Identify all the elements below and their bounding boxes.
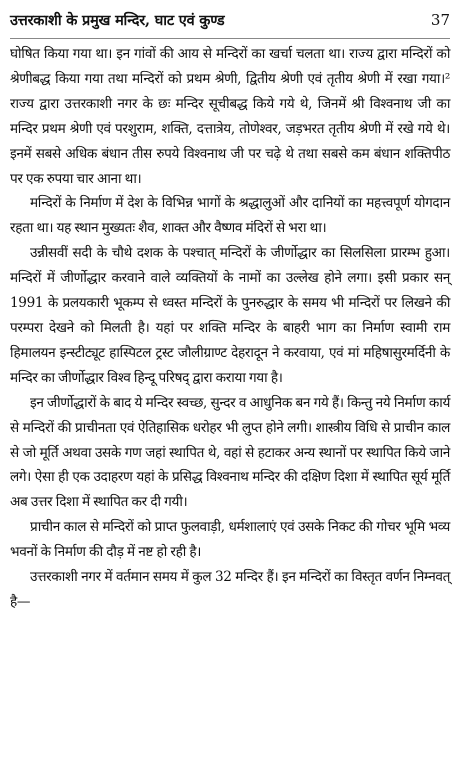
paragraph-6: उत्तरकाशी नगर में वर्तमान समय में कुल 32 मन्दिर हैं। इन मन्दिरों का विस्तृत वर्णन निम्नवत् है—: [10, 569, 450, 610]
paragraph-3: उन्नीसवीं सदी के चौथे दशक के पश्चात् मन्दिरों के जीर्णोद्धार का सिलसिला प्रारम्भ हुआ। मन्दिरों में जीर्णोद्धार करवाने वाले व्यक्तियों के नामों का उल्लेख होने लगा। इसी प्रकार सन् 1991 के प्रलयकारी भूकम्प से ध्वस्त मन्दिरों के पुनरुद्धार के समय भी मन्दिरों पर लिखने की परम्परा देखने को मिलती है। यहां पर शक्ति मन्दिर के बाहरी भाग का निर्माण स्वामी राम हिमालयन इन्स्टीट्यूट हास्पिटल ट्रस्ट जौलीग्राण्ट देहरादून ने करवाया, एवं मां महिषासुरमर्दिनी के मन्दिर का जीर्णोद्धार विश्व हिन्दू परिषद् द्वारा कराया गया है।: [10, 245, 450, 386]
running-header: [10, 10, 450, 39]
paragraph-1: घोषित किया गया था। इन गांवों की आय से मन्दिरों का खर्चा चलता था। राज्य द्वारा मन्दिरों को श्रेणीबद्ध किया गया तथा मन्दिरों को प्रथम श्रेणी, द्वितीय श्रेणी एवं तृतीय श्रेणी में रखा गया।² राज्य द्वारा उत्तरकाशी नगर के छः मन्दिर सूचीबद्ध किये गये थे, जिनमें श्री विश्वनाथ जी का मन्दिर प्रथम श्रेणी एवं परशुराम, शक्ति, दत्तात्रेय, तोणेश्वर, जड़भरत तृतीय श्रेणी में रखे गये थे। इनमें सबसे अधिक बंधान तीस रुपये विश्वनाथ जी पर चढ़े थे तथा सबसे कम बंधान शक्तिपीठ पर एक रुपया चार आना था।: [10, 46, 450, 187]
running-title: उत्तरकाशी के प्रमुख मन्दिर, घाट एवं कुण्ड: [10, 12, 225, 29]
body-text: [10, 42, 450, 615]
paragraph-4: इन जीर्णोद्धारों के बाद ये मन्दिर स्वच्छ, सुन्दर व आधुनिक बन गये हैं। किन्तु नये निर्माण कार्य से मन्दिरों की प्राचीनता एवं ऐतिहासिक धरोहर भी लुप्त होने लगी। शास्त्रीय विधि से प्राचीन काल से जो मूर्ति अथवा उसके गण जहां स्थापित थे, वहां से हटाकर अन्य स्थानों पर स्थापित किये जाने लगे। ऐसा ही एक उदाहरण यहां के प्रसिद्ध विश्वनाथ मन्दिर की दक्षिण दिशा में स्थापित सूर्य मूर्ति अब उत्तर दिशा में स्थापित कर दी गयी।: [10, 394, 450, 511]
paragraph-5: प्राचीन काल से मन्दिरों को प्राप्त फुलवाड़ी, धर्मशालाएं एवं उसके निकट की गोचर भूमि भव्य भवनों के निर्माण की दौड़ में नष्ट हो रही है।: [10, 519, 450, 561]
paragraph-2: मन्दिरों के निर्माण में देश के विभिन्न भागों के श्रद्धालुओं और दानियों का महत्त्वपूर्ण योगदान रहता था। यह स्थान मुख्यतः शैव, शाक्त और वैष्णव मंदिरों से भरा था।: [10, 195, 450, 237]
page-number: 37: [430, 11, 450, 29]
